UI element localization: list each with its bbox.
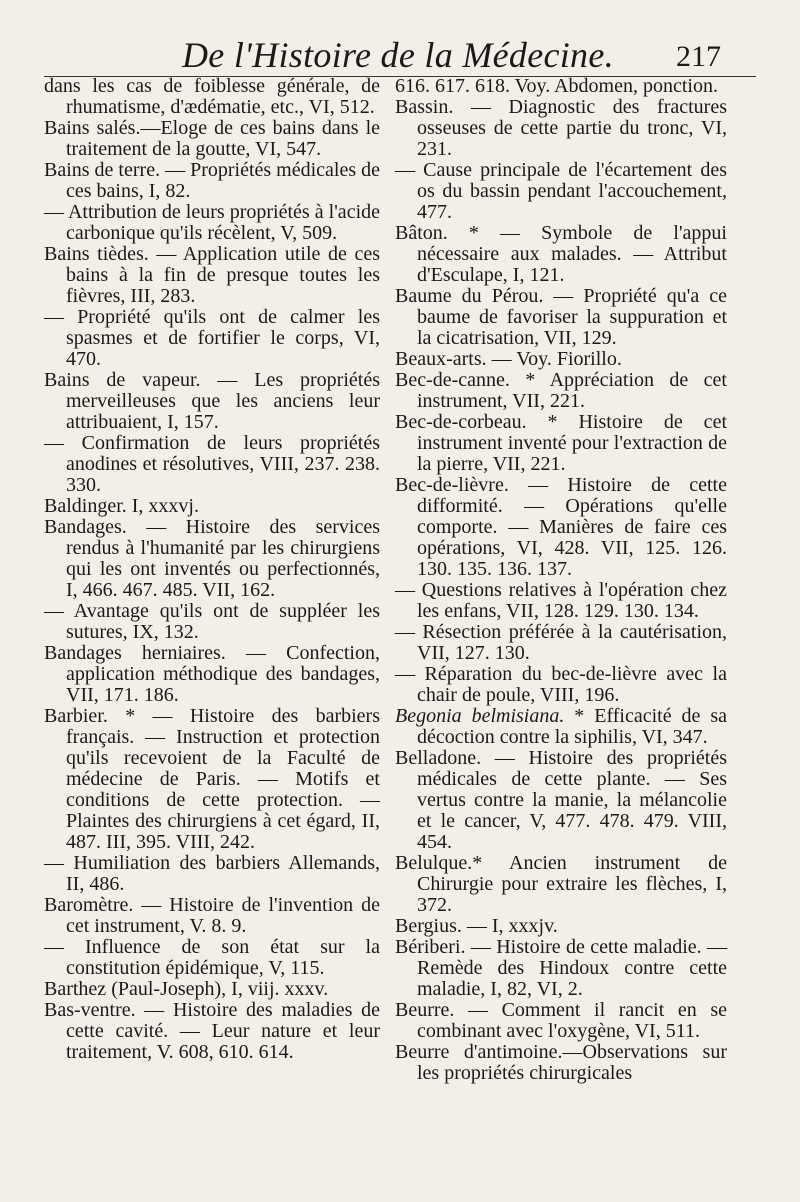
- entry-text: * Appréciation de cet instrument, VII, 221.: [417, 369, 727, 412]
- index-entry: [44, 244, 380, 307]
- entry-term: Bériberi.: [395, 936, 466, 958]
- entry-text: 616. 617. 618. Voy. Abdomen, ponction.: [395, 75, 718, 97]
- entry-term: Barthez (Paul-Joseph),: [44, 978, 227, 1000]
- entry-term: Bandages.: [44, 516, 127, 538]
- entry-text: — Comment il rancit en se combinant avec l'oxygène, VI, 511.: [417, 999, 727, 1042]
- entry-text: * — Histoire des barbiers français. — Instruction et protection qu'ils recevoient de la Faculté de médecine de Paris. — Motifs et conditions de cette protection. — Plaintes des chirurgiens à cet égard, II, 487. III, 395. VIII, 242.: [66, 705, 380, 853]
- entry-text: — Histoire de cette maladie. — Remède des Hindoux contre cette maladie, I, 82, VI, 2.: [417, 936, 727, 1000]
- index-entry: [44, 496, 380, 517]
- entry-term: Bains de vapeur.: [44, 369, 201, 391]
- entry-term: Bec-de-canne.: [395, 369, 510, 391]
- entry-term: Bec-de-corbeau.: [395, 411, 527, 433]
- index-entry: [44, 517, 380, 601]
- index-entry: [395, 223, 727, 286]
- entry-term: Bas-ventre.: [44, 999, 136, 1021]
- entry-term: Belladone.: [395, 747, 482, 769]
- entry-text: — Application utile de ces bains à la fin de presque toutes les fièvres, III, 283.: [66, 243, 380, 307]
- entry-text: — Propriété qu'a ce baume de favoriser la suppuration et la cicatrisation, VII, 129.: [417, 285, 727, 349]
- entry-term: Baume du Pérou.: [395, 285, 544, 307]
- index-entry: [44, 76, 380, 118]
- entry-term: Beurre.: [395, 999, 455, 1021]
- entry-term: Bergius.: [395, 915, 462, 937]
- index-entry: [44, 433, 380, 496]
- index-entry: [395, 748, 727, 853]
- entry-term: Bec-de-lièvre.: [395, 474, 509, 496]
- entry-text: — Histoire des maladies de cette cavité. — Leur nature et leur traitement, V. 608, 610. 614.: [66, 999, 380, 1063]
- index-entry: [395, 97, 727, 160]
- entry-term: Bains salés.: [44, 117, 141, 139]
- page-number: 217: [676, 40, 721, 73]
- entry-text: — Histoire de l'invention de cet instrument, V. 8. 9.: [66, 894, 380, 937]
- entry-term: Barbier.: [44, 705, 108, 727]
- index-entry: [44, 1000, 380, 1063]
- index-entry: [44, 937, 380, 979]
- entry-term: Bâton.: [395, 222, 448, 244]
- index-entry: [44, 706, 380, 853]
- entry-text: — Humiliation des barbiers Allemands, II, 486.: [44, 852, 380, 895]
- entry-term: Bains de terre.: [44, 159, 161, 181]
- index-entry: [395, 1000, 727, 1042]
- index-entry: [395, 580, 727, 622]
- index-entry: [44, 160, 380, 202]
- entry-text: — Voy. Fiorillo.: [486, 348, 622, 370]
- entry-text: — Avantage qu'ils ont de suppléer les sutures, IX, 132.: [44, 600, 380, 643]
- index-entry: [395, 349, 727, 370]
- index-entry: [44, 118, 380, 160]
- entry-term: Bassin.: [395, 96, 454, 118]
- index-entry: [44, 895, 380, 937]
- entry-text: — Influence de son état sur la constitution épidémique, V, 115.: [44, 936, 380, 979]
- entry-text: — Attribution de leurs propriétés à l'acide carbonique qu'ils récèlent, V, 509.: [44, 201, 380, 244]
- entry-text: — Histoire des services rendus à l'humanité par les chirurgiens qui les ont inventés ou perfectionnés, I, 466. 467. 485. VII, 162.: [66, 516, 380, 601]
- entry-term: Bandages herniaires.: [44, 642, 226, 664]
- entry-term: Beaux-arts.: [395, 348, 487, 370]
- entry-text: — Confection, application méthodique des bandages, VII, 171. 186.: [66, 642, 380, 706]
- index-entry: [44, 601, 380, 643]
- index-entry: [395, 370, 727, 412]
- index-entry: [395, 475, 727, 580]
- entry-text: — Cause principale de l'écartement des os du bassin pendant l'accouchement, 477.: [395, 159, 727, 223]
- running-title: De l'Histoire de la Médecine.: [182, 35, 614, 75]
- entry-text: — Réparation du bec-de-lièvre avec la chair de poule, VIII, 196.: [395, 663, 727, 706]
- entry-text: — Confirmation de leurs propriétés anodines et résolutives, VIII, 237. 238. 330.: [44, 432, 380, 496]
- index-entry: [44, 370, 380, 433]
- entry-term: Belulque.: [395, 852, 473, 874]
- index-entry: [395, 664, 727, 706]
- entry-text: — Histoire de cette difformité. — Opérations qu'elle comporte. — Manières de faire ces opérations, VI, 428. VII, 125. 126. 130. 135. 136. 137.: [417, 474, 727, 580]
- entry-text: * Histoire de cet instrument inventé pour l'extraction de la pierre, VII, 221.: [417, 411, 727, 475]
- index-entry: [44, 202, 380, 244]
- entry-text: * — Symbole de l'appui nécessaire aux malades. — Attribut d'Esculape, I, 121.: [417, 222, 727, 286]
- entry-text: — Propriétés médicales de ces bains, I, 82.: [66, 159, 381, 202]
- index-entry: [44, 643, 380, 706]
- entry-text: —Eloge de ces bains dans le traitement de la goutte, VI, 547.: [66, 117, 380, 160]
- entry-term: Baromètre.: [44, 894, 134, 916]
- index-entry: [395, 916, 727, 937]
- entry-term: Beurre d'antimoine.: [395, 1041, 563, 1063]
- index-entry: [395, 1042, 727, 1084]
- index-entry: [44, 853, 380, 895]
- index-entry: [395, 412, 727, 475]
- entry-term: Begonia belmisiana.: [395, 705, 565, 727]
- entry-text: — Histoire des propriétés médicales de cette plante. — Ses vertus contre la manie, la mélancolie et le cancer, V, 477. 478. 479. VIII, 454.: [417, 747, 727, 853]
- entry-term: Bains tièdes.: [44, 243, 149, 265]
- right-column: [395, 76, 727, 1084]
- index-entry: [44, 307, 380, 370]
- entry-text: dans les cas de foiblesse générale, de rhumatisme, d'ædématie, etc., VI, 512.: [44, 75, 380, 118]
- entry-text: — Les propriétés merveilleuses que les anciens leur attribuaient, I, 157.: [66, 369, 380, 433]
- index-entry: [395, 937, 727, 1000]
- index-entry: [395, 622, 727, 664]
- entry-text: — Questions relatives à l'opération chez les enfans, VII, 128. 129. 130. 134.: [395, 579, 727, 622]
- entry-text: —Observations sur les propriétés chirurgicales: [417, 1041, 728, 1084]
- index-entry: [395, 706, 727, 748]
- entry-text: I, xxxvj.: [126, 495, 199, 517]
- index-entry: [395, 853, 727, 916]
- index-entry: [395, 286, 727, 349]
- entry-text: — I, xxxjv.: [461, 915, 558, 937]
- entry-text: * Ancien instrument de Chirurgie pour extraire les flèches, I, 372.: [417, 852, 727, 916]
- entry-text: — Résection préférée à la cautérisation, VII, 127. 130.: [395, 621, 727, 664]
- index-entry: [395, 76, 727, 97]
- index-entry: [395, 160, 727, 223]
- entry-text: — Propriété qu'ils ont de calmer les spasmes et de fortifier le corps, VI, 470.: [44, 306, 380, 370]
- entry-text: — Diagnostic des fractures osseuses de cette partie du tronc, VI, 231.: [417, 96, 727, 160]
- entry-text: * Efficacité de sa décoction contre la siphilis, VI, 347.: [417, 705, 727, 748]
- entry-text: I, viij. xxxv.: [226, 978, 329, 1000]
- left-column: [44, 76, 380, 1063]
- running-header: [0, 28, 800, 80]
- entry-term: Baldinger.: [44, 495, 127, 517]
- index-entry: [44, 979, 380, 1000]
